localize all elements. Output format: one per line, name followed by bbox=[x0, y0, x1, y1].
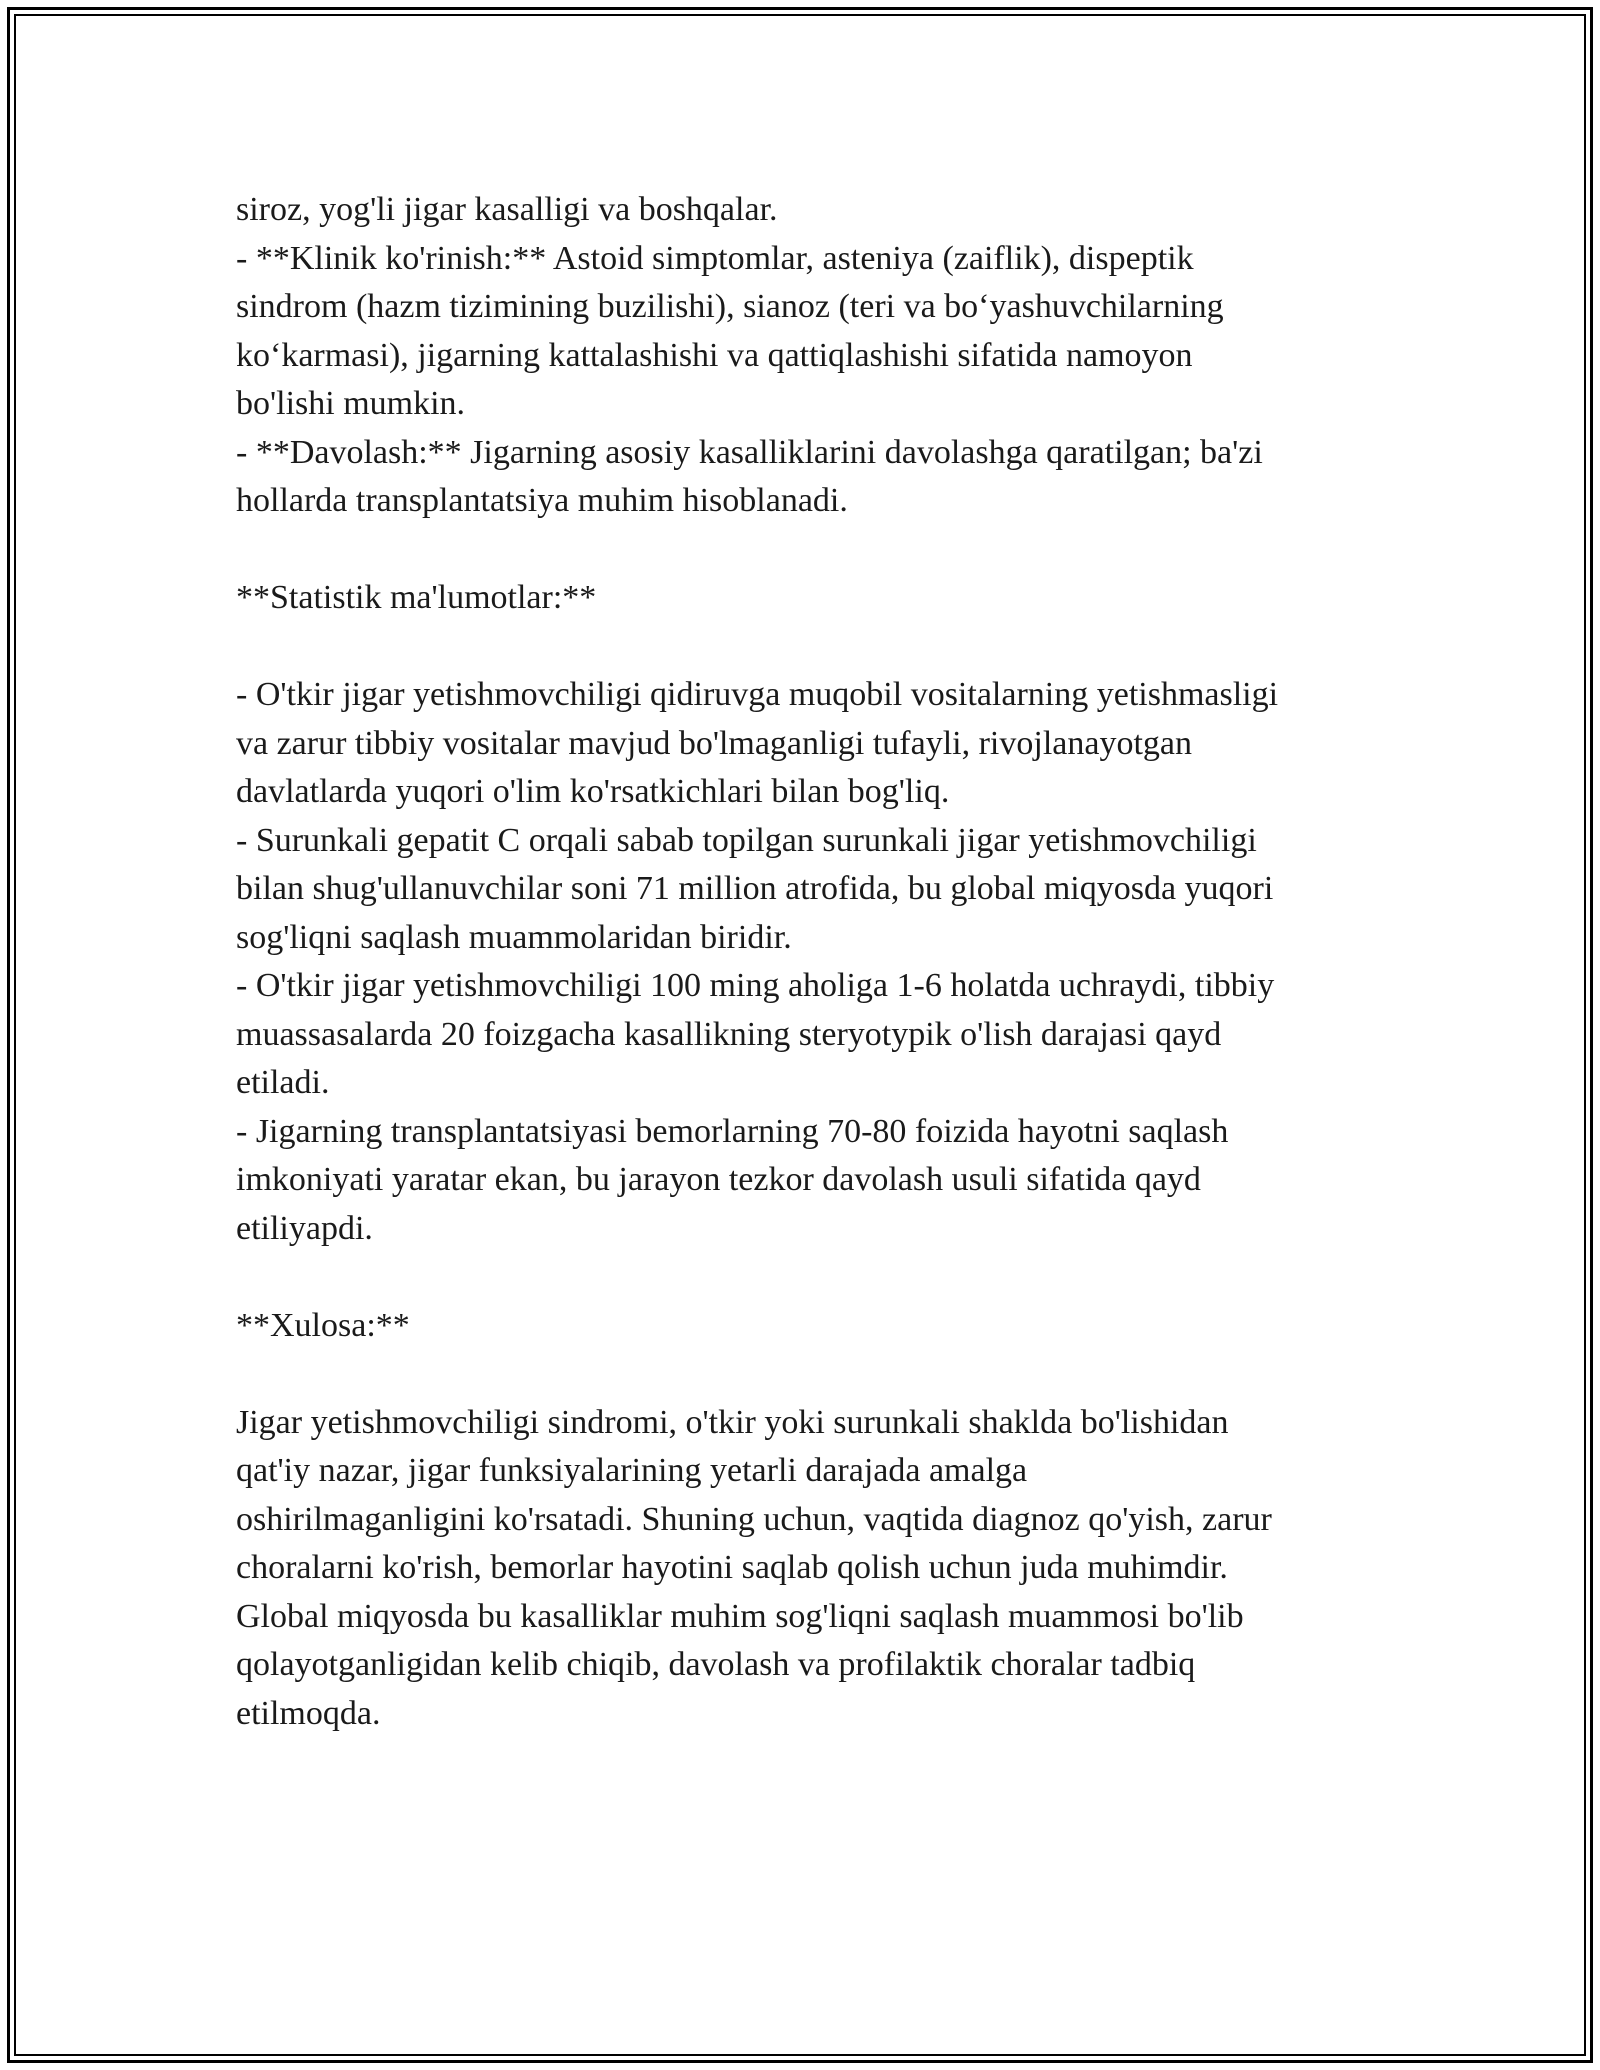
text-line: muassasalarda 20 foizgacha kasallikning steryotypik o'lish darajasi qayd bbox=[236, 1015, 1222, 1053]
blank-line bbox=[236, 623, 1366, 672]
blank-line bbox=[236, 1253, 1366, 1302]
section-heading-conclusion: **Xulosa:** bbox=[236, 1306, 410, 1344]
text-line: - Jigarning transplantatsiyasi bemorlarning 70-80 foizida hayotni saqlash bbox=[236, 1112, 1229, 1150]
text-line: va zarur tibbiy vositalar mavjud bo'lmaganligi tufayli, rivojlanayotgan bbox=[236, 724, 1192, 762]
text-line: etiliyapdi. bbox=[236, 1209, 373, 1247]
text-line: qat'iy nazar, jigar funksiyalarining yetarli darajada amalga bbox=[236, 1452, 1028, 1489]
text-line: sog'liqni saqlash muammolaridan biridir. bbox=[236, 918, 792, 956]
text-line: davlatlarda yuqori o'lim ko'rsatkichlari bilan bog'liq. bbox=[236, 773, 950, 810]
text-line: - O'tkir jigar yetishmovchiligi 100 ming aholiga 1-6 holatda uchraydi, tibbiy bbox=[236, 967, 1275, 1004]
text-line: etiladi. bbox=[236, 1064, 330, 1101]
blank-line bbox=[236, 1350, 1366, 1399]
text-line: hollarda transplantatsiya muhim hisoblanadi. bbox=[236, 482, 848, 519]
text-line: Global miqyosda bu kasalliklar muhim sog'liqni saqlash muammosi bo'lib bbox=[236, 1597, 1244, 1635]
text-line: sindrom (hazm tizimining buzilishi), sianoz (teri va bo‘yashuvchilarning bbox=[236, 288, 1224, 325]
text-line: - **Klinik ko'rinish:** Astoid simptomlar, asteniya (zaiflik), dispeptik bbox=[236, 239, 1194, 277]
text-line: qolayotganligidan kelib chiqib, davolash va profilaktik choralar tadbiq bbox=[236, 1646, 1196, 1683]
text-line: - **Davolash:** Jigarning asosiy kasalliklarini davolashga qaratilgan; ba'zi bbox=[236, 433, 1263, 471]
text-line: - Surunkali gepatit C orqali sabab topilgan surunkali jigar yetishmovchiligi bbox=[236, 821, 1257, 859]
text-line: choralarni ko'rish, bemorlar hayotini saqlab qolish uchun juda muhimdir. bbox=[236, 1549, 1228, 1586]
text-line: oshirilmaganligini ko'rsatadi. Shuning uchun, vaqtida diagnoz qo'yish, zarur bbox=[236, 1500, 1272, 1538]
text-line: Jigar yetishmovchiligi sindromi, o'tkir yoki surunkali shaklda bo'lishidan bbox=[236, 1403, 1229, 1441]
text-line: siroz, yog'li jigar kasalligi va boshqalar. bbox=[236, 191, 778, 228]
text-line: etilmoqda. bbox=[236, 1694, 381, 1732]
text-line: imkoniyati yaratar ekan, bu jarayon tezkor davolash usuli sifatida qayd bbox=[236, 1161, 1201, 1198]
text-line: ko‘karmasi), jigarning kattalashishi va qattiqlashishi sifatida namoyon bbox=[236, 336, 1193, 374]
text-line: bilan shug'ullanuvchilar soni 71 million atrofida, bu global miqyosda yuqori bbox=[236, 870, 1274, 907]
section-heading-statistics: **Statistik ma'lumotlar:** bbox=[236, 579, 597, 616]
text-line: bo'lishi mumkin. bbox=[236, 385, 466, 422]
text-line: - O'tkir jigar yetishmovchiligi qidiruvga muqobil vositalarning yetishmasligi bbox=[236, 676, 1279, 713]
document-body bbox=[236, 186, 1366, 1738]
blank-line bbox=[236, 526, 1366, 575]
